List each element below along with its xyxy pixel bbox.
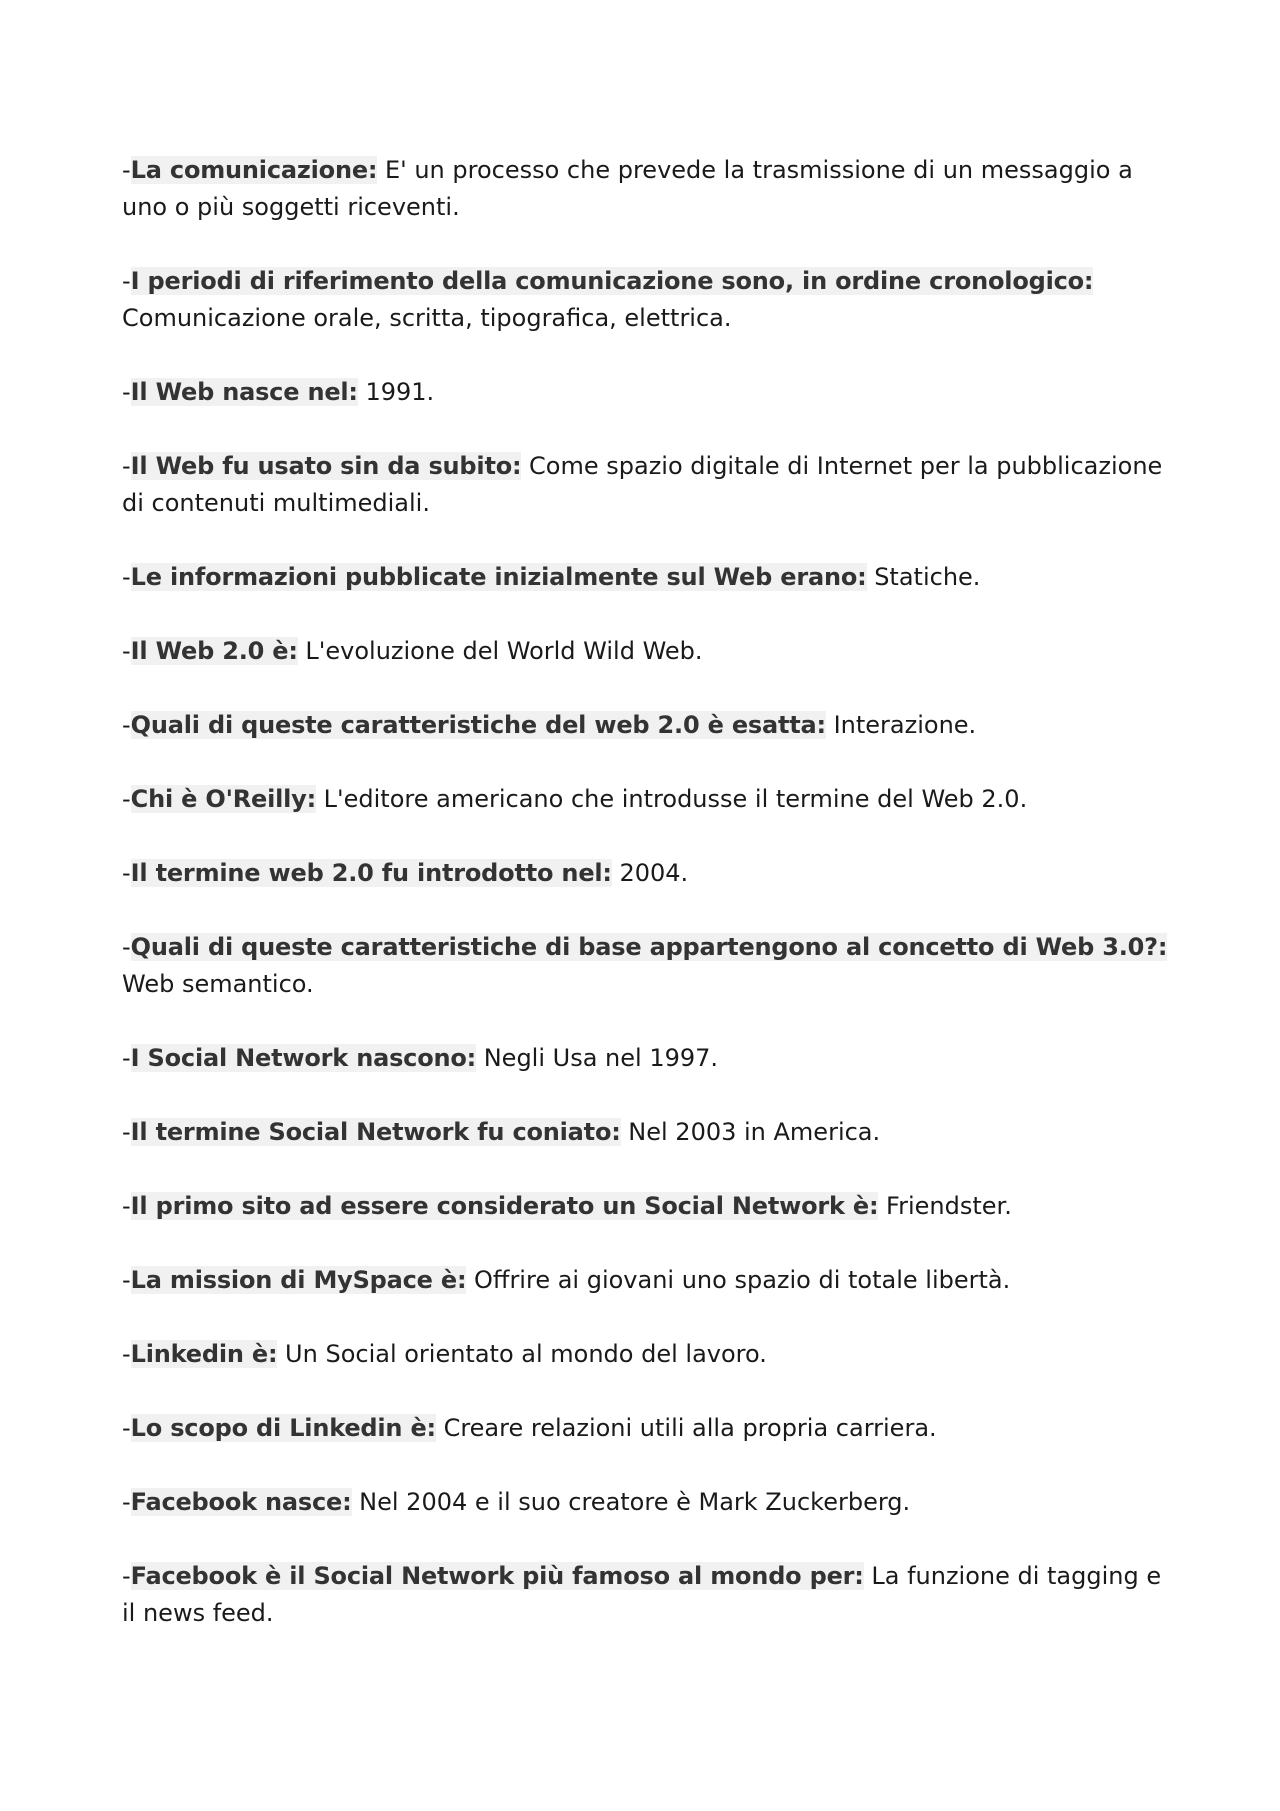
- answer-text: Interazione.: [833, 711, 977, 739]
- qa-item: [122, 633, 1172, 670]
- qa-item: [122, 1188, 1172, 1225]
- question-label: Il termine web 2.0 fu introdotto nel:: [130, 859, 612, 887]
- answer-text: L'evoluzione del World Wild Web.: [305, 637, 703, 665]
- qa-item: [122, 1410, 1172, 1447]
- answer-text: Statiche.: [874, 563, 981, 591]
- question-label: Il Web nasce nel:: [130, 378, 358, 406]
- answer-text: Nel 2004 e il suo creatore è Mark Zuckerberg.: [359, 1488, 911, 1516]
- question-label: Linkedin è:: [130, 1340, 278, 1368]
- item-dash: -: [122, 452, 131, 480]
- qa-item: [122, 374, 1172, 411]
- answer-text: 2004.: [619, 859, 689, 887]
- question-label: Il Web 2.0 è:: [130, 637, 298, 665]
- answer-text: Offrire ai giovani uno spazio di totale libertà.: [474, 1266, 1011, 1294]
- item-dash: -: [122, 785, 131, 813]
- answer-text: Negli Usa nel 1997.: [483, 1044, 719, 1072]
- answer-text: Creare relazioni utili alla propria carriera.: [443, 1414, 937, 1442]
- qa-item: [122, 559, 1172, 596]
- question-label: Il termine Social Network fu coniato:: [130, 1118, 621, 1146]
- qa-item: [122, 263, 1172, 337]
- item-dash: -: [122, 156, 131, 184]
- qa-item: [122, 448, 1172, 522]
- qa-item: [122, 781, 1172, 818]
- item-dash: -: [122, 1414, 131, 1442]
- answer-text: E' un processo che prevede la trasmissione di un messaggio a uno o più soggetti riceventi.: [122, 156, 1133, 221]
- qa-item: [122, 1484, 1172, 1521]
- answer-text: Un Social orientato al mondo del lavoro.: [285, 1340, 767, 1368]
- item-dash: -: [122, 378, 131, 406]
- item-dash: -: [122, 1266, 131, 1294]
- question-label: Le informazioni pubblicate inizialmente sul Web erano:: [130, 563, 867, 591]
- item-dash: -: [122, 1562, 131, 1590]
- answer-text: Web semantico.: [122, 970, 314, 998]
- question-label: Chi è O'Reilly:: [130, 785, 317, 813]
- item-dash: -: [122, 563, 131, 591]
- item-dash: -: [122, 711, 131, 739]
- question-label: Facebook nasce:: [130, 1488, 352, 1516]
- qa-item: [122, 1336, 1172, 1373]
- answer-text: Come spazio digitale di Internet per la pubblicazione di contenuti multimediali.: [122, 452, 1163, 517]
- qa-item: [122, 152, 1172, 226]
- item-dash: -: [122, 859, 131, 887]
- item-dash: -: [122, 267, 131, 295]
- qa-item: [122, 855, 1172, 892]
- question-label: I Social Network nascono:: [130, 1044, 477, 1072]
- answer-text: Nel 2003 in America.: [628, 1118, 881, 1146]
- question-label: Il primo sito ad essere considerato un Social Network è:: [130, 1192, 879, 1220]
- item-dash: -: [122, 1192, 131, 1220]
- question-label: Il Web fu usato sin da subito:: [130, 452, 522, 480]
- qa-item: [122, 1114, 1172, 1151]
- question-label: La comunicazione:: [130, 156, 378, 184]
- item-dash: -: [122, 933, 131, 961]
- qa-item: [122, 1558, 1172, 1632]
- question-label: Quali di queste caratteristiche di base appartengono al concetto di Web 3.0?:: [130, 933, 1168, 961]
- item-dash: -: [122, 637, 131, 665]
- qa-item: [122, 707, 1172, 744]
- question-label: Lo scopo di Linkedin è:: [130, 1414, 436, 1442]
- answer-text: Comunicazione orale, scritta, tipografica, elettrica.: [122, 304, 732, 332]
- answer-text: Friendster.: [886, 1192, 1012, 1220]
- item-dash: -: [122, 1488, 131, 1516]
- answer-text: L'editore americano che introdusse il termine del Web 2.0.: [323, 785, 1028, 813]
- item-dash: -: [122, 1044, 131, 1072]
- qa-item: [122, 1262, 1172, 1299]
- answer-text: 1991.: [365, 378, 435, 406]
- answer-text: La funzione di tagging e il news feed.: [122, 1562, 1162, 1627]
- document-body: [122, 152, 1172, 1669]
- question-label: I periodi di riferimento della comunicazione sono, in ordine cronologico:: [130, 267, 1094, 295]
- question-label: La mission di MySpace è:: [130, 1266, 467, 1294]
- question-label: Quali di queste caratteristiche del web 2.0 è esatta:: [130, 711, 826, 739]
- qa-item: [122, 1040, 1172, 1077]
- qa-item: [122, 929, 1172, 1003]
- question-label: Facebook è il Social Network più famoso al mondo per:: [130, 1562, 864, 1590]
- item-dash: -: [122, 1340, 131, 1368]
- item-dash: -: [122, 1118, 131, 1146]
